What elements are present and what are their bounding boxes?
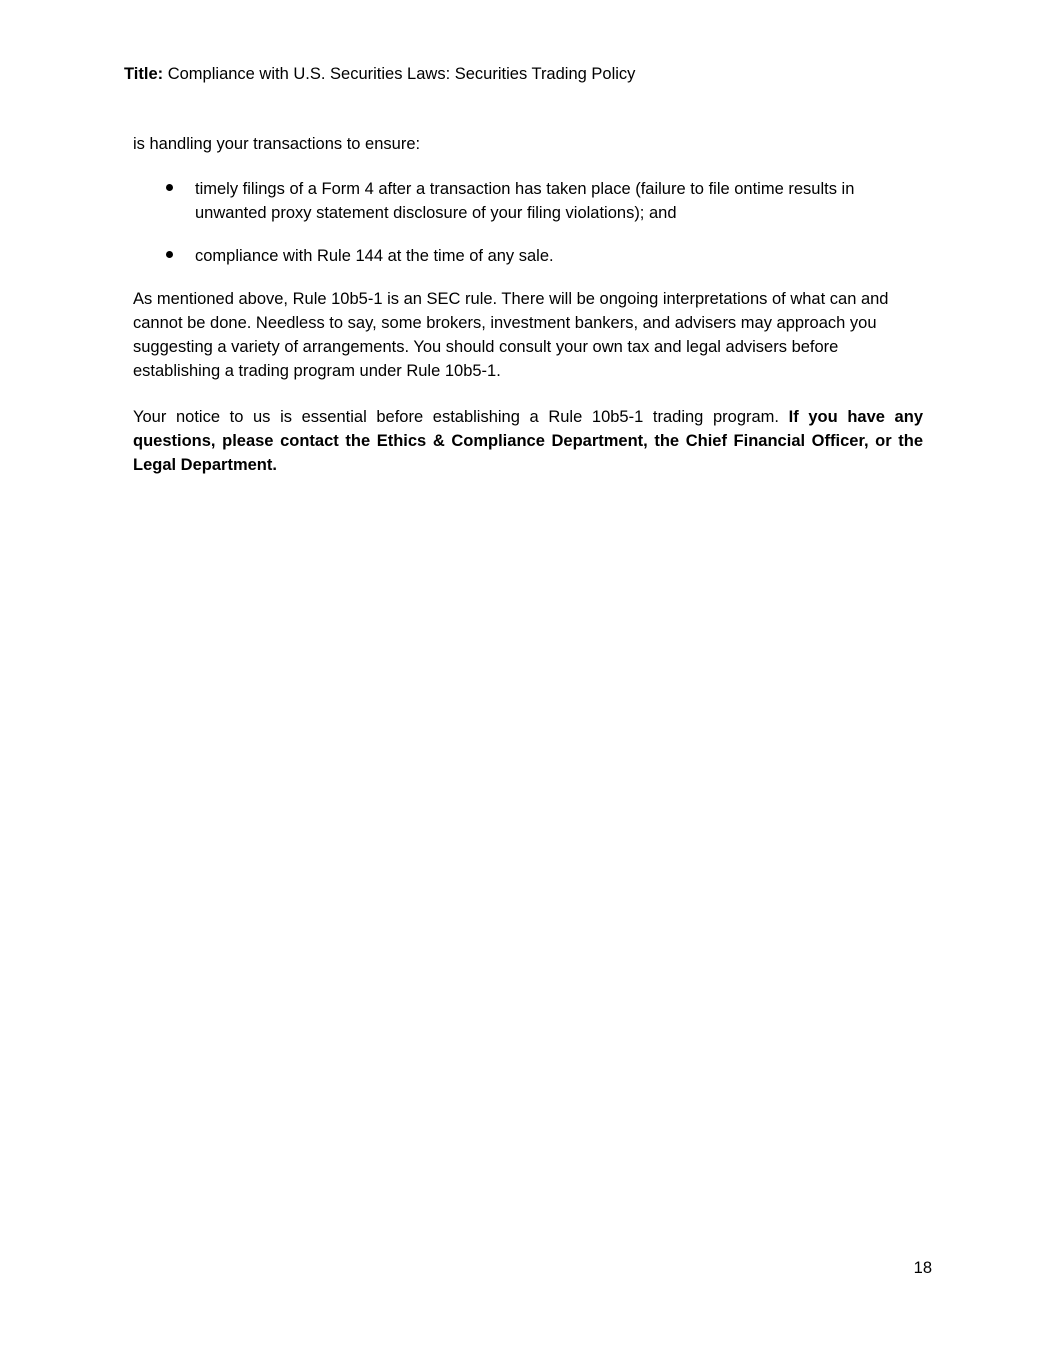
document-header xyxy=(124,63,635,85)
paragraph-notice xyxy=(133,405,923,477)
bullet-text: timely filings of a Form 4 after a transaction has taken place (failure to file ontime results in unwanted proxy statement disclosure of your filing violations); and xyxy=(195,180,855,222)
list-item xyxy=(133,177,923,225)
header-label: Title: xyxy=(124,65,164,83)
header-title: Compliance with U.S. Securities Laws: Securities Trading Policy xyxy=(167,65,636,83)
bullet-icon xyxy=(166,251,173,258)
paragraph-rule-10b5-1: As mentioned above, Rule 10b5-1 is an SEC rule. There will be ongoing interpretations of what can and cannot be done. Needless to say, some brokers, investment bankers, and advisers may approach you suggesting a variety of arrangements. You should consult your own tax and legal advisers before establishing a trading program under Rule 10b5-1. xyxy=(133,290,889,380)
list-item xyxy=(133,244,923,268)
bullet-text: compliance with Rule 144 at the time of any sale. xyxy=(195,247,554,265)
intro-text: is handling your transactions to ensure: xyxy=(133,135,421,153)
notice-text: Your notice to us is essential before establishing a Rule 10b5-1 trading program. xyxy=(133,408,780,426)
contact-text: If you have any questions, please contact the Ethics & Compliance Department, the Chief Financial Officer, or the Legal Department. xyxy=(133,408,923,474)
page-number: 18 xyxy=(913,1259,932,1277)
bullet-icon xyxy=(166,184,173,191)
bullet-list xyxy=(133,177,923,287)
